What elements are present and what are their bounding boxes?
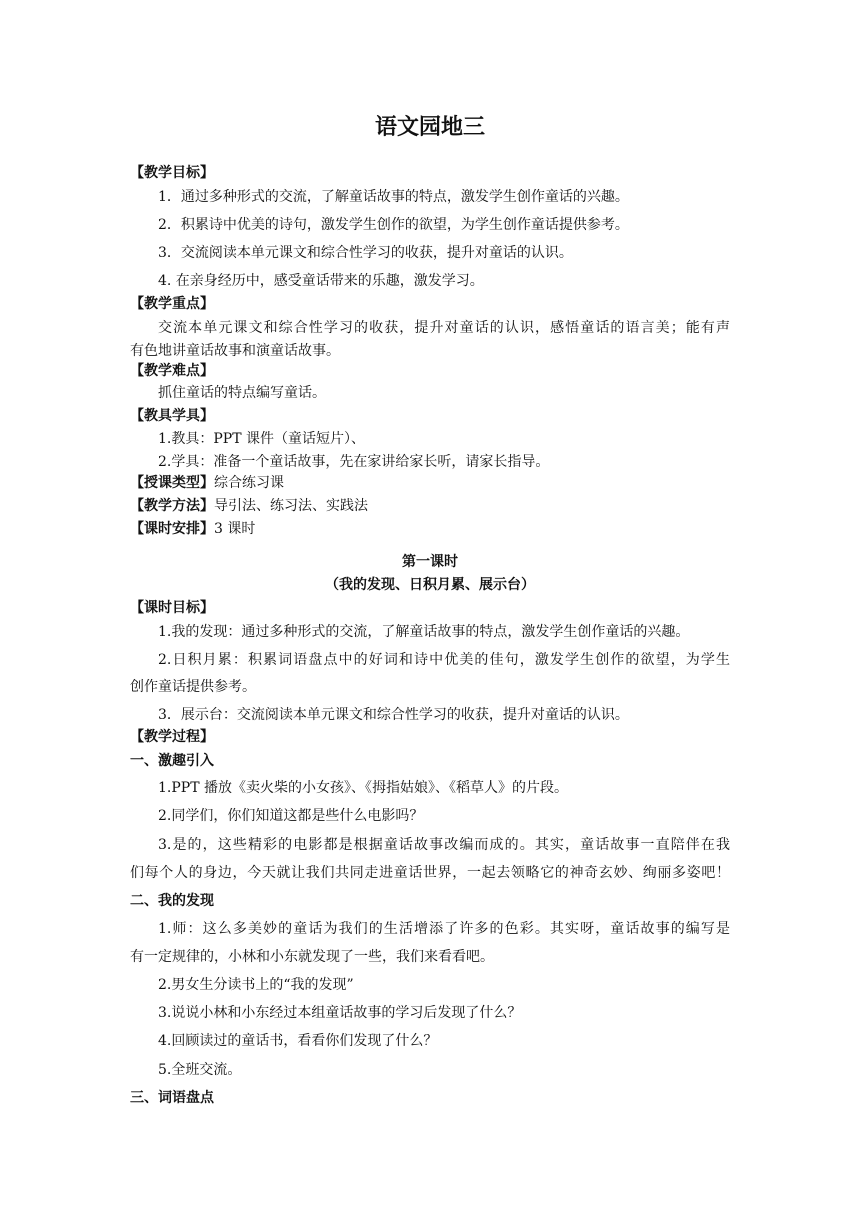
difficulty-text: 抓住童话的特点编写童话。 bbox=[158, 385, 326, 401]
lesson1-subtitle: （我的发现、日积月累、展示台） bbox=[325, 577, 535, 593]
lesson1-title: 第一课时 bbox=[402, 554, 458, 570]
method-heading: 【教学方法】 bbox=[130, 498, 214, 514]
lesson-goal-2-line1: 2.日积月累：积累词语盘点中的好词和诗中优美的佳句，激发学生创作的欲望，为学生 bbox=[158, 652, 730, 668]
schedule-heading: 【课时安排】 bbox=[130, 521, 214, 537]
section-1-heading: 一、激趣引入 bbox=[130, 753, 214, 769]
section-2-para-5: 5.全班交流。 bbox=[158, 1062, 242, 1078]
goal-item-1: 1．通过多种形式的交流，了解童话故事的特点，激发学生创作童话的兴趣。 bbox=[158, 189, 629, 205]
method-line bbox=[130, 496, 730, 516]
type-heading: 【授课类型】 bbox=[130, 475, 214, 491]
goal-item-2: 2．积累诗中优美的诗句，激发学生创作的欲望，为学生创作童话提供参考。 bbox=[158, 217, 629, 233]
tools-item-2: 2.学具：准备一个童话故事，先在家讲给家长听，请家长指导。 bbox=[158, 454, 550, 470]
page-title: 语文园地三 bbox=[374, 115, 485, 140]
lesson-goal-3: 3．展示台：交流阅读本单元课文和综合性学习的收获，提升对童话的认识。 bbox=[158, 707, 629, 723]
lesson-goal-2-line2: 创作童话提供参考。 bbox=[130, 679, 256, 695]
key-heading: 【教学重点】 bbox=[130, 296, 214, 312]
process-heading: 【教学过程】 bbox=[130, 729, 214, 745]
type-value: 综合练习课 bbox=[214, 475, 284, 491]
section-2-heading: 二、我的发现 bbox=[130, 893, 214, 909]
type-line bbox=[130, 473, 730, 493]
difficulty-heading: 【教学难点】 bbox=[130, 363, 214, 379]
section-1-para-2: 2.同学们，你们知道这都是些什么电影吗？ bbox=[158, 808, 424, 824]
section-2-para-3: 3.说说小林和小东经过本组童话故事的学习后发现了什么？ bbox=[158, 1005, 522, 1021]
section-2-para-1-line2: 有一定规律的，小林和小东就发现了一些，我们来看看吧。 bbox=[130, 949, 494, 965]
section-1-para-1: 1.PPT 播放《卖火柴的小女孩》、《拇指姑娘》、《稻草人》的片段。 bbox=[158, 780, 568, 796]
key-text-line2: 有色地讲童话故事和演童话故事。 bbox=[130, 343, 340, 359]
tools-heading: 【教具学具】 bbox=[130, 408, 214, 424]
section-2-para-2: 2.男女生分读书上的“我的发现” bbox=[158, 977, 354, 993]
tools-item-1: 1.教具：PPT 课件（童话短片）、 bbox=[158, 431, 365, 447]
key-text-line1: 交流本单元课文和综合性学习的收获，提升对童话的认识，感悟童话的语言美；能有声 bbox=[158, 320, 730, 336]
schedule-line bbox=[130, 519, 730, 539]
section-2-para-4: 4.回顾读过的童话书，看看你们发现了什么？ bbox=[158, 1033, 438, 1049]
schedule-value: 3 课时 bbox=[214, 521, 256, 537]
goal-item-3: 3．交流阅读本单元课文和综合性学习的收获，提升对童话的认识。 bbox=[158, 245, 573, 261]
method-value: 导引法、练习法、实践法 bbox=[214, 498, 368, 514]
section-3-heading: 三、词语盘点 bbox=[130, 1090, 214, 1106]
goal-item-4: 4. 在亲身经历中，感受童话带来的乐趣，激发学习。 bbox=[158, 273, 484, 289]
lesson-goal-heading: 【课时目标】 bbox=[130, 600, 214, 616]
section-2-para-1-line1: 1.师：这么多美妙的童话为我们的生活增添了许多的色彩。其实呀，童话故事的编写是 bbox=[158, 921, 730, 937]
section-1-para-3-line1: 3.是的，这些精彩的电影都是根据童话故事改编而成的。其实，童话故事一直陪伴在我 bbox=[158, 837, 730, 853]
section-1-para-3-line2: 们每个人的身边，今天就让我们共同走进童话世界，一起去领略它的神奇玄妙、绚丽多姿吧！ bbox=[130, 865, 730, 881]
lesson-goal-1: 1.我的发现：通过多种形式的交流，了解童话故事的特点，激发学生创作童话的兴趣。 bbox=[158, 624, 690, 640]
goals-heading: 【教学目标】 bbox=[130, 165, 214, 181]
